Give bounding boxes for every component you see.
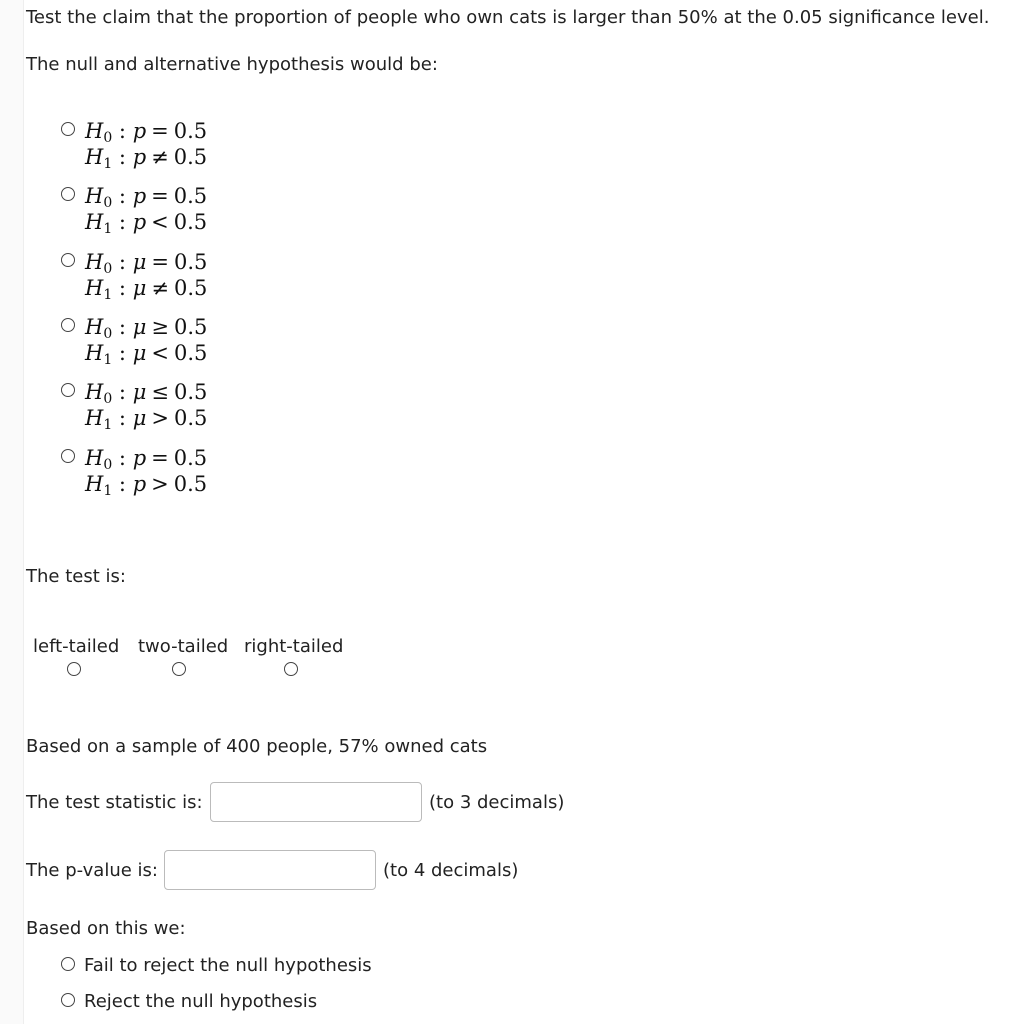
- two-tailed-radio[interactable]: [172, 662, 186, 676]
- reject-label[interactable]: Reject the null hypothesis: [84, 991, 318, 1012]
- hypothesis-radio[interactable]: [61, 383, 75, 397]
- tail-label-left: left-tailed: [33, 636, 120, 657]
- hypothesis-radio[interactable]: [61, 449, 75, 463]
- h1-line: $H_1$ : μ ≠ 0.5: [85, 276, 208, 303]
- h0-line: $H_0$ : μ = 0.5: [85, 250, 208, 277]
- h1-line: $H_1$ : μ < 0.5: [85, 341, 208, 368]
- conclusion-prompt: Based on this we:: [26, 918, 186, 939]
- left-margin-rule: [0, 0, 24, 1024]
- h1-line: $H_1$ : μ > 0.5: [85, 406, 208, 433]
- h0-line: $H_0$ : μ ≥ 0.5: [85, 315, 208, 342]
- p-value-hint: (to 4 decimals): [383, 860, 519, 881]
- tail-label-two: two-tailed: [138, 636, 229, 657]
- h0-line: $H_0$ : p = 0.5: [85, 119, 208, 146]
- left-tailed-radio[interactable]: [67, 662, 81, 676]
- h0-line: $H_0$ : p = 0.5: [85, 446, 208, 473]
- hypothesis-radio[interactable]: [61, 318, 75, 332]
- h1-line: $H_1$ : p ≠ 0.5: [85, 145, 208, 172]
- tail-label-right: right-tailed: [244, 636, 344, 657]
- h1-line: $H_1$ : p < 0.5: [85, 210, 208, 237]
- h0-line: $H_0$ : μ ≤ 0.5: [85, 380, 208, 407]
- sample-info: Based on a sample of 400 people, 57% owned cats: [26, 736, 488, 757]
- fail-to-reject-radio[interactable]: [61, 957, 75, 971]
- hypothesis-prompt: The null and alternative hypothesis would be:: [26, 54, 438, 75]
- hypothesis-radio[interactable]: [61, 122, 75, 136]
- test-prompt: The test is:: [26, 566, 126, 587]
- fail-to-reject-label[interactable]: Fail to reject the null hypothesis: [84, 955, 372, 976]
- test-statistic-label: The test statistic is:: [26, 792, 203, 813]
- hypothesis-radio[interactable]: [61, 253, 75, 267]
- p-value-input[interactable]: [164, 850, 376, 890]
- p-value-label: The p-value is:: [26, 860, 158, 881]
- hypothesis-radio[interactable]: [61, 187, 75, 201]
- h1-line: $H_1$ : p > 0.5: [85, 472, 208, 499]
- test-statistic-hint: (to 3 decimals): [429, 792, 565, 813]
- reject-radio[interactable]: [61, 993, 75, 1007]
- question-text: Test the claim that the proportion of people who own cats is larger than 50% at the 0.05 significance level.: [26, 7, 990, 28]
- test-statistic-input[interactable]: [210, 782, 422, 822]
- right-tailed-radio[interactable]: [284, 662, 298, 676]
- h0-line: $H_0$ : p = 0.5: [85, 184, 208, 211]
